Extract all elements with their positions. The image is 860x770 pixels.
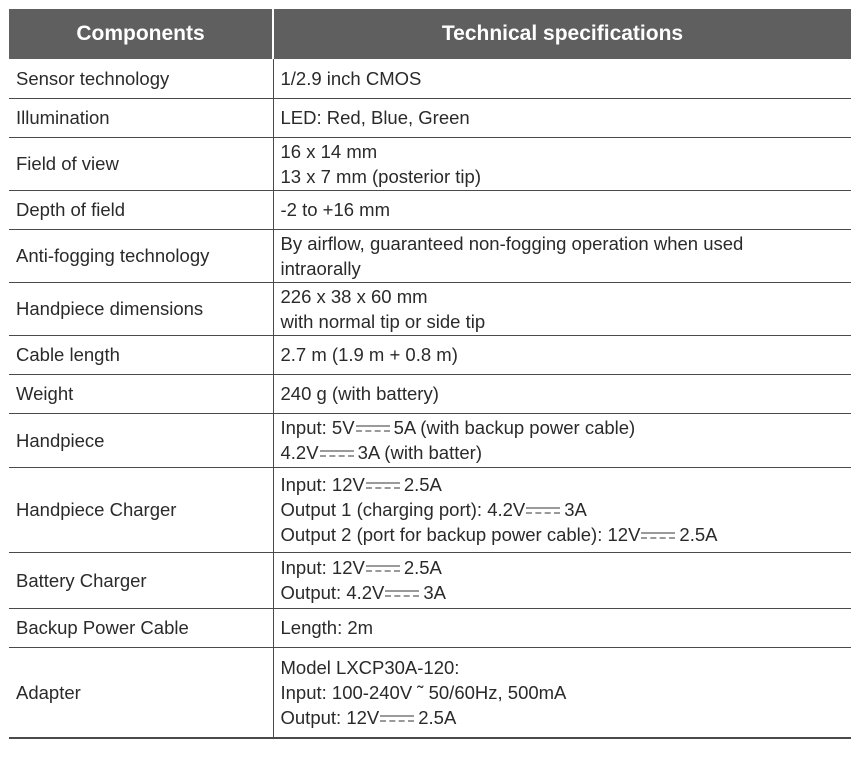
spec-text: Output: 12V [280, 706, 380, 728]
specification-cell [273, 229, 851, 282]
table-row [9, 413, 851, 467]
component-cell: Field of view [9, 137, 273, 190]
table-row [9, 552, 851, 608]
spec-text: Output 1 (charging port): 4.2V [280, 499, 526, 520]
spec-line [281, 164, 845, 189]
spec-text: 3A [564, 499, 587, 520]
spec-text: 5A (with backup power cable) [393, 417, 636, 438]
table-row [9, 59, 851, 98]
table-row [9, 374, 851, 413]
header-components: Components [9, 9, 273, 59]
spec-line [281, 522, 845, 547]
spec-line [281, 231, 845, 256]
specification-cell [273, 374, 851, 413]
dc-current-icon [641, 529, 675, 543]
spec-text: Input: 100-240V ˜ 50/60Hz, 500mA [280, 681, 567, 703]
table-row [9, 190, 851, 229]
header-row [9, 9, 851, 59]
spec-text: Input: 5V [280, 417, 355, 438]
spec-text: Input: 12V [280, 474, 365, 495]
spec-line [281, 655, 845, 680]
spec-text: 2.5A [679, 524, 718, 545]
dc-current-icon [526, 504, 560, 518]
dc-current-icon [366, 562, 400, 576]
table-row [9, 335, 851, 374]
spec-line [281, 309, 845, 334]
spec-text: -2 to +16 mm [280, 199, 391, 220]
spec-line [281, 680, 845, 705]
spec-text: Length: 2m [280, 617, 374, 638]
table-row [9, 608, 851, 647]
spec-line [281, 342, 845, 367]
spec-text: Output 2 (port for backup power cable): 12V [280, 524, 641, 545]
table-row [9, 282, 851, 335]
table-header [9, 9, 851, 59]
spec-line [281, 381, 845, 406]
spec-table [9, 9, 851, 739]
specification-cell [273, 137, 851, 190]
spec-text: 240 g (with battery) [280, 383, 439, 404]
spec-text: 4.2V [280, 442, 319, 463]
table-row [9, 647, 851, 738]
spec-line [281, 415, 845, 440]
specification-cell [273, 98, 851, 137]
component-cell: Handpiece Charger [9, 467, 273, 552]
spec-text: with normal tip or side tip [280, 310, 486, 332]
spec-line [281, 555, 845, 580]
spec-line [281, 105, 845, 130]
spec-line [281, 66, 845, 91]
header-technical-specifications: Technical specifications [273, 9, 851, 59]
spec-text: By airflow, guaranteed non-fogging operation when used [280, 232, 744, 254]
specification-cell [273, 552, 851, 608]
specification-cell [273, 335, 851, 374]
component-cell: Backup Power Cable [9, 608, 273, 647]
specification-cell [273, 647, 851, 738]
spec-text: 16 x 14 mm [280, 140, 378, 162]
dc-current-icon [380, 712, 414, 726]
table-row [9, 467, 851, 552]
specification-cell [273, 190, 851, 229]
dc-current-icon [366, 479, 400, 493]
specification-cell [273, 608, 851, 647]
component-cell: Adapter [9, 647, 273, 738]
spec-line [281, 580, 845, 605]
component-cell: Anti-fogging technology [9, 229, 273, 282]
spec-text: intraorally [280, 257, 361, 279]
dc-current-icon [320, 447, 354, 461]
spec-text: LED: Red, Blue, Green [280, 107, 470, 128]
specification-cell [273, 413, 851, 467]
component-cell: Handpiece [9, 413, 273, 467]
specification-cell [273, 467, 851, 552]
spec-text: 2.5A [403, 474, 442, 495]
component-cell: Handpiece dimensions [9, 282, 273, 335]
spec-text: Output: 4.2V [280, 582, 385, 603]
spec-text: 226 x 38 x 60 mm [280, 285, 428, 307]
specification-cell [273, 282, 851, 335]
spec-text: 3A [423, 582, 447, 603]
table-row [9, 98, 851, 137]
spec-line [281, 256, 845, 281]
table-row [9, 137, 851, 190]
dc-current-icon [356, 422, 390, 436]
spec-text: Model LXCP30A-120: [280, 656, 460, 678]
spec-line [281, 705, 845, 730]
spec-text: 2.5A [418, 706, 457, 728]
spec-line [281, 615, 845, 640]
spec-line [281, 472, 845, 497]
spec-text: 1/2.9 inch CMOS [280, 67, 422, 89]
table-row [9, 229, 851, 282]
spec-text: 2.7 m (1.9 m + 0.8 m) [280, 344, 458, 365]
spec-text: 2.5A [403, 557, 442, 578]
table-body [9, 59, 851, 738]
spec-text: 3A (with batter) [357, 442, 482, 463]
spec-line [281, 497, 845, 522]
component-cell: Depth of field [9, 190, 273, 229]
spec-line [281, 284, 845, 309]
dc-current-icon [385, 587, 419, 601]
spec-text: Input: 12V [280, 557, 365, 578]
component-cell: Battery Charger [9, 552, 273, 608]
specification-cell [273, 59, 851, 98]
spec-line [281, 197, 845, 222]
component-cell: Sensor technology [9, 59, 273, 98]
spec-text: 13 x 7 mm (posterior tip) [280, 165, 481, 187]
spec-table-container [9, 9, 851, 739]
component-cell: Illumination [9, 98, 273, 137]
component-cell: Cable length [9, 335, 273, 374]
component-cell: Weight [9, 374, 273, 413]
spec-line [281, 139, 845, 164]
spec-line [281, 440, 845, 465]
